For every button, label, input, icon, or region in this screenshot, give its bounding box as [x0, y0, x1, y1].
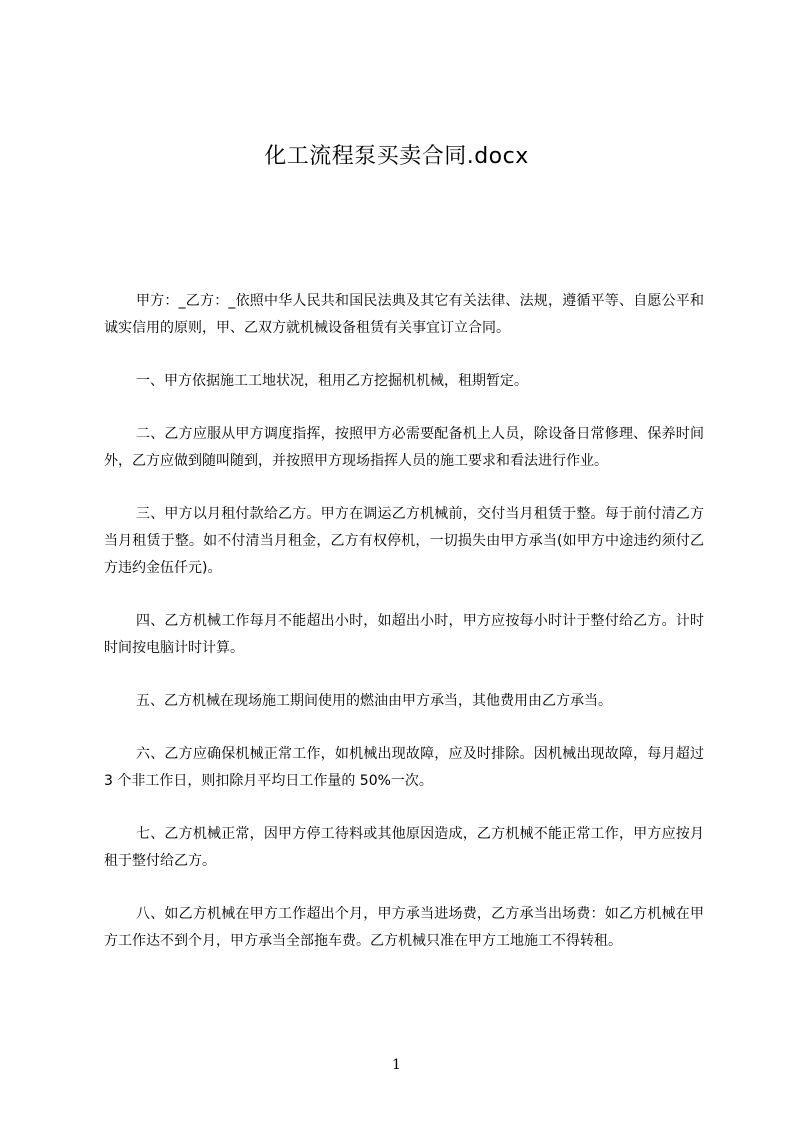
- document-body: [104, 288, 704, 981]
- paragraph-clause-2: 二、乙方应服从甲方调度指挥，按照甲方必需要配备机上人员，除设备日常修理、保养时间外，乙方应做到随叫随到，并按照甲方现场指挥人员的施工要求和看法进行作业。: [104, 426, 704, 469]
- document-title: 化工流程泵买卖合同.docx: [264, 144, 529, 169]
- page-number: 1: [392, 1057, 401, 1073]
- paragraph-clause-1: 一、甲方依据施工工地状况，租用乙方挖掘机机械，租期暂定。: [136, 373, 528, 389]
- paragraph-clause-6: 六、乙方应确保机械正常工作，如机械出现故障，应及时排除。因机械出现故障，每月超过 3 个非工作日，则扣除月平均日工作量的 50%一次。: [104, 746, 704, 789]
- paragraph-clause-4: 四、乙方机械工作每月不能超出小时，如超出小时，甲方应按每小时计于整付给乙方。计时时间按电脑计时计算。: [104, 613, 704, 656]
- paragraph-clause-7: 七、乙方机械正常，因甲方停工待料或其他原因造成，乙方机械不能正常工作，甲方应按月租于整付给乙方。: [104, 826, 704, 869]
- paragraph-preamble: 甲方：_乙方：_依照中华人民共和国民法典及其它有关法律、法规，遵循平等、自愿公平和诚实信用的原则，甲、乙双方就机械设备租赁有关事宜订立合同。: [104, 293, 704, 336]
- paragraph-clause-8: 八、如乙方机械在甲方工作超出个月，甲方承当进场费，乙方承当出场费：如乙方机械在甲方工作达不到个月，甲方承当全部拖车费。乙方机械只准在甲方工地施工不得转租。: [104, 906, 704, 949]
- paragraph-clause-5: 五、乙方机械在现场施工期间使用的燃油由甲方承当，其他费用由乙方承当。: [136, 693, 612, 709]
- paragraph-clause-3: 三、甲方以月租付款给乙方。甲方在调运乙方机械前，交付当月租赁于整。每于前付清乙方当月租赁于整。如不付清当月租金，乙方有权停机，一切损失由甲方承当(如甲方中途违约须付乙方违约金伍仟元)。: [104, 506, 704, 576]
